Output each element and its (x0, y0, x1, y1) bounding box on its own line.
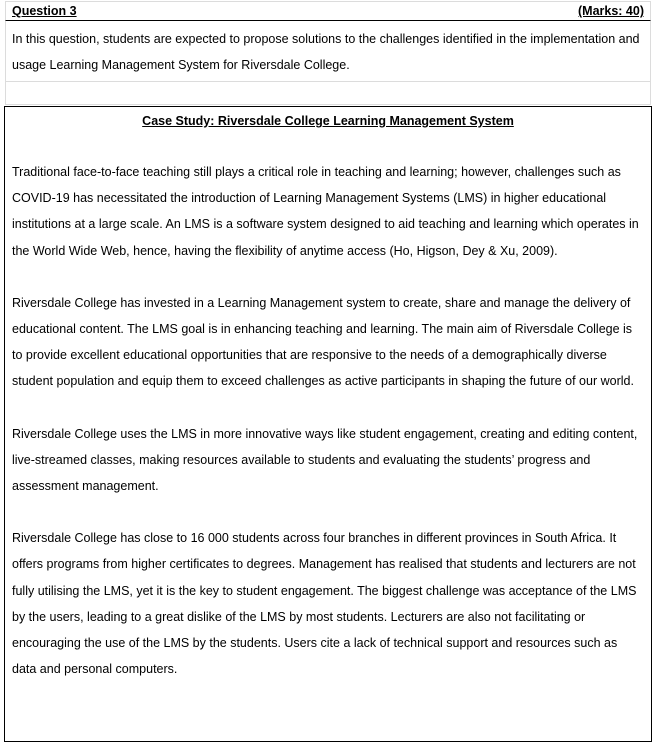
question-marks: (Marks: 40) (578, 4, 644, 18)
case-study-paragraph: Traditional face-to-face teaching still plays a critical role in teaching and learning; however, challenges such as COVID-19 has necessitated the introduction of Learning Management Systems (LMS) in higher educational institutions at a large scale. An LMS is a software system designed to aid teaching and learning which operates in the World Wide Web, hence, having the flexibility of anytime access (Ho, Higson, Dey & Xu, 2009). (12, 165, 639, 258)
question-intro: In this question, students are expected to propose solutions to the challenges identified in the implementation and usage Learning Management System for Riversdale College. (5, 21, 651, 82)
question-header (5, 1, 651, 21)
question-spacer-row (5, 82, 651, 105)
case-study-paragraph: Riversdale College has invested in a Learning Management system to create, share and manage the delivery of educational content. The LMS goal is in enhancing teaching and learning. The main aim of Riversdale College is to provide excellent educational opportunities that are responsive to the needs of a demographically diverse student population and equip them to exceed challenges as active participants in shaping the future of our world. (12, 295, 634, 389)
case-study-paragraph: Riversdale College uses the LMS in more innovative ways like student engagement, creating and editing content, live-streamed classes, making resources available to students and evaluating the students’ progress and assessment management. (12, 426, 638, 494)
question-label: Question 3 (12, 4, 77, 18)
case-study-paragraph: Riversdale College has close to 16 000 students across four branches in different provinces in South Africa. It offers programs from higher certificates to degrees. Management has realised that students and lecturers are not fully utilising the LMS, yet it is the key to student engagement. The biggest challenge was acceptance of the LMS by the users, leading to a great dislike of the LMS by most students. Lecturers are also not facilitating or encouraging the use of the LMS by the students. Users cite a lack of technical support and resources such as data and personal computers. (12, 531, 637, 677)
question-block (5, 1, 651, 105)
case-study-title: Case Study: Riversdale College Learning Management System (142, 114, 514, 128)
case-study-box (4, 106, 652, 742)
